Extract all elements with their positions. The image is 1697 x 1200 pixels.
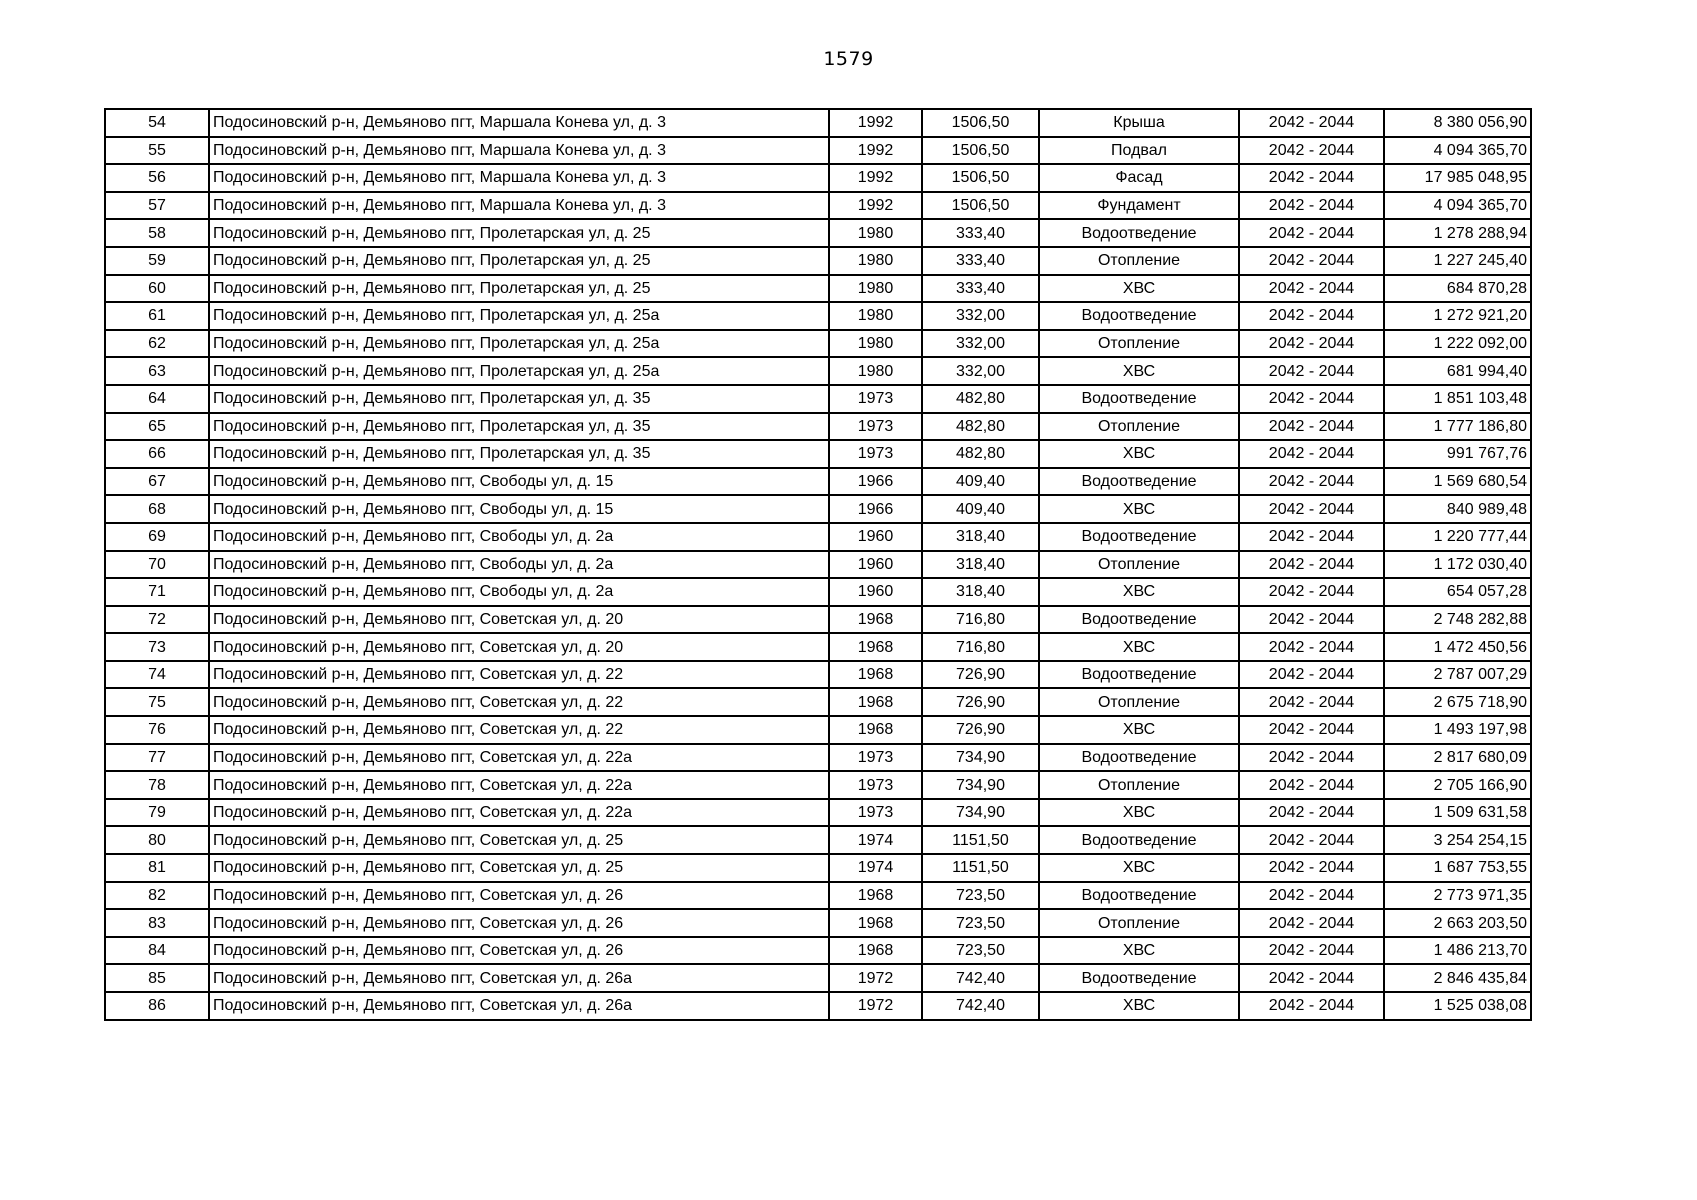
work-type-cell: Водоотведение bbox=[1039, 744, 1239, 772]
period-cell: 2042 - 2044 bbox=[1239, 385, 1384, 413]
build-year-cell: 1980 bbox=[829, 219, 922, 247]
address-cell: Подосиновский р-н, Демьяново пгт, Советская ул, д. 26а bbox=[209, 964, 829, 992]
period-cell: 2042 - 2044 bbox=[1239, 964, 1384, 992]
table-row bbox=[105, 219, 1531, 247]
build-year-cell: 1968 bbox=[829, 661, 922, 689]
cost-cell: 1 493 197,98 bbox=[1384, 716, 1531, 744]
area-cell: 1506,50 bbox=[922, 164, 1039, 192]
address-cell: Подосиновский р-н, Демьяново пгт, Пролетарская ул, д. 25 bbox=[209, 219, 829, 247]
cost-cell: 2 663 203,50 bbox=[1384, 909, 1531, 937]
work-type-cell: Водоотведение bbox=[1039, 468, 1239, 496]
table-row bbox=[105, 633, 1531, 661]
area-cell: 332,00 bbox=[922, 330, 1039, 358]
period-cell: 2042 - 2044 bbox=[1239, 523, 1384, 551]
work-type-cell: Отопление bbox=[1039, 247, 1239, 275]
period-cell: 2042 - 2044 bbox=[1239, 275, 1384, 303]
address-cell: Подосиновский р-н, Демьяново пгт, Маршала Конева ул, д. 3 bbox=[209, 192, 829, 220]
work-type-cell: Водоотведение bbox=[1039, 882, 1239, 910]
build-year-cell: 1972 bbox=[829, 992, 922, 1020]
work-type-cell: Водоотведение bbox=[1039, 964, 1239, 992]
row-number-cell: 56 bbox=[105, 164, 209, 192]
cost-cell: 1 777 186,80 bbox=[1384, 413, 1531, 441]
table-row bbox=[105, 192, 1531, 220]
table-row bbox=[105, 413, 1531, 441]
row-number-cell: 82 bbox=[105, 882, 209, 910]
period-cell: 2042 - 2044 bbox=[1239, 219, 1384, 247]
table-row bbox=[105, 661, 1531, 689]
build-year-cell: 1973 bbox=[829, 799, 922, 827]
address-cell: Подосиновский р-н, Демьяново пгт, Пролетарская ул, д. 35 bbox=[209, 385, 829, 413]
cost-cell: 2 705 166,90 bbox=[1384, 771, 1531, 799]
work-type-cell: Отопление bbox=[1039, 330, 1239, 358]
row-number-cell: 86 bbox=[105, 992, 209, 1020]
address-cell: Подосиновский р-н, Демьяново пгт, Свободы ул, д. 2а bbox=[209, 551, 829, 579]
cost-cell: 1 687 753,55 bbox=[1384, 854, 1531, 882]
period-cell: 2042 - 2044 bbox=[1239, 992, 1384, 1020]
table-row bbox=[105, 137, 1531, 165]
period-cell: 2042 - 2044 bbox=[1239, 192, 1384, 220]
area-cell: 726,90 bbox=[922, 688, 1039, 716]
work-type-cell: ХВС bbox=[1039, 799, 1239, 827]
row-number-cell: 70 bbox=[105, 551, 209, 579]
cost-cell: 1 472 450,56 bbox=[1384, 633, 1531, 661]
row-number-cell: 72 bbox=[105, 606, 209, 634]
work-type-cell: Водоотведение bbox=[1039, 302, 1239, 330]
cost-cell: 1 278 288,94 bbox=[1384, 219, 1531, 247]
table-row bbox=[105, 330, 1531, 358]
address-cell: Подосиновский р-н, Демьяново пгт, Пролетарская ул, д. 25а bbox=[209, 330, 829, 358]
address-cell: Подосиновский р-н, Демьяново пгт, Свободы ул, д. 2а bbox=[209, 578, 829, 606]
build-year-cell: 1980 bbox=[829, 302, 922, 330]
row-number-cell: 54 bbox=[105, 109, 209, 137]
table-row bbox=[105, 854, 1531, 882]
build-year-cell: 1968 bbox=[829, 688, 922, 716]
cost-cell: 4 094 365,70 bbox=[1384, 137, 1531, 165]
work-type-cell: Крыша bbox=[1039, 109, 1239, 137]
address-cell: Подосиновский р-н, Демьяново пгт, Маршала Конева ул, д. 3 bbox=[209, 137, 829, 165]
row-number-cell: 81 bbox=[105, 854, 209, 882]
repair-schedule-table bbox=[104, 108, 1532, 1021]
period-cell: 2042 - 2044 bbox=[1239, 633, 1384, 661]
period-cell: 2042 - 2044 bbox=[1239, 578, 1384, 606]
build-year-cell: 1960 bbox=[829, 551, 922, 579]
address-cell: Подосиновский р-н, Демьяново пгт, Пролетарская ул, д. 25а bbox=[209, 357, 829, 385]
period-cell: 2042 - 2044 bbox=[1239, 551, 1384, 579]
row-number-cell: 67 bbox=[105, 468, 209, 496]
row-number-cell: 64 bbox=[105, 385, 209, 413]
cost-cell: 684 870,28 bbox=[1384, 275, 1531, 303]
period-cell: 2042 - 2044 bbox=[1239, 109, 1384, 137]
area-cell: 1506,50 bbox=[922, 137, 1039, 165]
table-body bbox=[105, 109, 1531, 1020]
table-row bbox=[105, 992, 1531, 1020]
cost-cell: 2 846 435,84 bbox=[1384, 964, 1531, 992]
row-number-cell: 83 bbox=[105, 909, 209, 937]
address-cell: Подосиновский р-н, Демьяново пгт, Маршала Конева ул, д. 3 bbox=[209, 109, 829, 137]
row-number-cell: 60 bbox=[105, 275, 209, 303]
period-cell: 2042 - 2044 bbox=[1239, 440, 1384, 468]
row-number-cell: 57 bbox=[105, 192, 209, 220]
build-year-cell: 1968 bbox=[829, 909, 922, 937]
period-cell: 2042 - 2044 bbox=[1239, 771, 1384, 799]
build-year-cell: 1968 bbox=[829, 633, 922, 661]
row-number-cell: 68 bbox=[105, 495, 209, 523]
address-cell: Подосиновский р-н, Демьяново пгт, Маршала Конева ул, д. 3 bbox=[209, 164, 829, 192]
work-type-cell: ХВС bbox=[1039, 275, 1239, 303]
work-type-cell: Водоотведение bbox=[1039, 219, 1239, 247]
area-cell: 482,80 bbox=[922, 413, 1039, 441]
build-year-cell: 1960 bbox=[829, 523, 922, 551]
build-year-cell: 1968 bbox=[829, 882, 922, 910]
build-year-cell: 1980 bbox=[829, 330, 922, 358]
cost-cell: 654 057,28 bbox=[1384, 578, 1531, 606]
address-cell: Подосиновский р-н, Демьяново пгт, Советская ул, д. 20 bbox=[209, 633, 829, 661]
area-cell: 734,90 bbox=[922, 799, 1039, 827]
build-year-cell: 1980 bbox=[829, 247, 922, 275]
build-year-cell: 1992 bbox=[829, 109, 922, 137]
table-row bbox=[105, 109, 1531, 137]
table-row bbox=[105, 826, 1531, 854]
row-number-cell: 75 bbox=[105, 688, 209, 716]
table-row bbox=[105, 468, 1531, 496]
area-cell: 726,90 bbox=[922, 716, 1039, 744]
cost-cell: 991 767,76 bbox=[1384, 440, 1531, 468]
build-year-cell: 1968 bbox=[829, 937, 922, 965]
table-row bbox=[105, 495, 1531, 523]
area-cell: 332,00 bbox=[922, 357, 1039, 385]
table-row bbox=[105, 716, 1531, 744]
table-row bbox=[105, 606, 1531, 634]
table-row bbox=[105, 937, 1531, 965]
area-cell: 1506,50 bbox=[922, 109, 1039, 137]
area-cell: 333,40 bbox=[922, 247, 1039, 275]
row-number-cell: 69 bbox=[105, 523, 209, 551]
build-year-cell: 1968 bbox=[829, 716, 922, 744]
work-type-cell: Подвал bbox=[1039, 137, 1239, 165]
period-cell: 2042 - 2044 bbox=[1239, 688, 1384, 716]
area-cell: 409,40 bbox=[922, 495, 1039, 523]
row-number-cell: 79 bbox=[105, 799, 209, 827]
build-year-cell: 1992 bbox=[829, 137, 922, 165]
work-type-cell: ХВС bbox=[1039, 854, 1239, 882]
period-cell: 2042 - 2044 bbox=[1239, 826, 1384, 854]
row-number-cell: 55 bbox=[105, 137, 209, 165]
address-cell: Подосиновский р-н, Демьяново пгт, Пролетарская ул, д. 35 bbox=[209, 440, 829, 468]
row-number-cell: 78 bbox=[105, 771, 209, 799]
table-row bbox=[105, 302, 1531, 330]
row-number-cell: 65 bbox=[105, 413, 209, 441]
row-number-cell: 61 bbox=[105, 302, 209, 330]
work-type-cell: Фасад bbox=[1039, 164, 1239, 192]
cost-cell: 1 227 245,40 bbox=[1384, 247, 1531, 275]
address-cell: Подосиновский р-н, Демьяново пгт, Свободы ул, д. 2а bbox=[209, 523, 829, 551]
work-type-cell: Водоотведение bbox=[1039, 826, 1239, 854]
period-cell: 2042 - 2044 bbox=[1239, 744, 1384, 772]
period-cell: 2042 - 2044 bbox=[1239, 882, 1384, 910]
cost-cell: 1 525 038,08 bbox=[1384, 992, 1531, 1020]
build-year-cell: 1974 bbox=[829, 854, 922, 882]
build-year-cell: 1966 bbox=[829, 468, 922, 496]
address-cell: Подосиновский р-н, Демьяново пгт, Свободы ул, д. 15 bbox=[209, 468, 829, 496]
address-cell: Подосиновский р-н, Демьяново пгт, Советская ул, д. 26 bbox=[209, 909, 829, 937]
table-row bbox=[105, 247, 1531, 275]
row-number-cell: 84 bbox=[105, 937, 209, 965]
work-type-cell: Водоотведение bbox=[1039, 606, 1239, 634]
address-cell: Подосиновский р-н, Демьяново пгт, Советская ул, д. 22а bbox=[209, 744, 829, 772]
build-year-cell: 1973 bbox=[829, 744, 922, 772]
build-year-cell: 1968 bbox=[829, 606, 922, 634]
table-row bbox=[105, 799, 1531, 827]
row-number-cell: 71 bbox=[105, 578, 209, 606]
area-cell: 333,40 bbox=[922, 219, 1039, 247]
area-cell: 734,90 bbox=[922, 744, 1039, 772]
address-cell: Подосиновский р-н, Демьяново пгт, Пролетарская ул, д. 25 bbox=[209, 247, 829, 275]
work-type-cell: ХВС bbox=[1039, 495, 1239, 523]
table-row bbox=[105, 164, 1531, 192]
period-cell: 2042 - 2044 bbox=[1239, 247, 1384, 275]
build-year-cell: 1973 bbox=[829, 385, 922, 413]
cost-cell: 4 094 365,70 bbox=[1384, 192, 1531, 220]
period-cell: 2042 - 2044 bbox=[1239, 164, 1384, 192]
work-type-cell: Отопление bbox=[1039, 771, 1239, 799]
page-number: 1579 bbox=[823, 48, 874, 70]
cost-cell: 1 222 092,00 bbox=[1384, 330, 1531, 358]
table-row bbox=[105, 578, 1531, 606]
build-year-cell: 1980 bbox=[829, 275, 922, 303]
address-cell: Подосиновский р-н, Демьяново пгт, Советская ул, д. 26 bbox=[209, 937, 829, 965]
address-cell: Подосиновский р-н, Демьяново пгт, Советская ул, д. 25 bbox=[209, 854, 829, 882]
cost-cell: 2 675 718,90 bbox=[1384, 688, 1531, 716]
cost-cell: 2 748 282,88 bbox=[1384, 606, 1531, 634]
cost-cell: 1 851 103,48 bbox=[1384, 385, 1531, 413]
address-cell: Подосиновский р-н, Демьяново пгт, Советская ул, д. 26 bbox=[209, 882, 829, 910]
cost-cell: 1 486 213,70 bbox=[1384, 937, 1531, 965]
area-cell: 726,90 bbox=[922, 661, 1039, 689]
period-cell: 2042 - 2044 bbox=[1239, 937, 1384, 965]
period-cell: 2042 - 2044 bbox=[1239, 137, 1384, 165]
area-cell: 723,50 bbox=[922, 909, 1039, 937]
work-type-cell: ХВС bbox=[1039, 716, 1239, 744]
cost-cell: 3 254 254,15 bbox=[1384, 826, 1531, 854]
row-number-cell: 63 bbox=[105, 357, 209, 385]
table-row bbox=[105, 882, 1531, 910]
cost-cell: 8 380 056,90 bbox=[1384, 109, 1531, 137]
area-cell: 1506,50 bbox=[922, 192, 1039, 220]
cost-cell: 1 569 680,54 bbox=[1384, 468, 1531, 496]
work-type-cell: Водоотведение bbox=[1039, 661, 1239, 689]
cost-cell: 2 773 971,35 bbox=[1384, 882, 1531, 910]
area-cell: 1151,50 bbox=[922, 854, 1039, 882]
table-row bbox=[105, 523, 1531, 551]
row-number-cell: 76 bbox=[105, 716, 209, 744]
area-cell: 318,40 bbox=[922, 551, 1039, 579]
area-cell: 716,80 bbox=[922, 606, 1039, 634]
area-cell: 742,40 bbox=[922, 964, 1039, 992]
area-cell: 1151,50 bbox=[922, 826, 1039, 854]
cost-cell: 1 172 030,40 bbox=[1384, 551, 1531, 579]
table-row bbox=[105, 771, 1531, 799]
build-year-cell: 1974 bbox=[829, 826, 922, 854]
area-cell: 482,80 bbox=[922, 385, 1039, 413]
table-row bbox=[105, 551, 1531, 579]
address-cell: Подосиновский р-н, Демьяново пгт, Пролетарская ул, д. 35 bbox=[209, 413, 829, 441]
row-number-cell: 59 bbox=[105, 247, 209, 275]
row-number-cell: 77 bbox=[105, 744, 209, 772]
row-number-cell: 58 bbox=[105, 219, 209, 247]
cost-cell: 2 787 007,29 bbox=[1384, 661, 1531, 689]
row-number-cell: 80 bbox=[105, 826, 209, 854]
address-cell: Подосиновский р-н, Демьяново пгт, Советская ул, д. 22а bbox=[209, 799, 829, 827]
period-cell: 2042 - 2044 bbox=[1239, 661, 1384, 689]
cost-cell: 1 272 921,20 bbox=[1384, 302, 1531, 330]
period-cell: 2042 - 2044 bbox=[1239, 302, 1384, 330]
work-type-cell: Отопление bbox=[1039, 413, 1239, 441]
period-cell: 2042 - 2044 bbox=[1239, 909, 1384, 937]
cost-cell: 17 985 048,95 bbox=[1384, 164, 1531, 192]
period-cell: 2042 - 2044 bbox=[1239, 854, 1384, 882]
work-type-cell: ХВС bbox=[1039, 440, 1239, 468]
area-cell: 318,40 bbox=[922, 578, 1039, 606]
table-row bbox=[105, 385, 1531, 413]
build-year-cell: 1973 bbox=[829, 771, 922, 799]
work-type-cell: Отопление bbox=[1039, 688, 1239, 716]
build-year-cell: 1992 bbox=[829, 192, 922, 220]
build-year-cell: 1973 bbox=[829, 440, 922, 468]
area-cell: 409,40 bbox=[922, 468, 1039, 496]
cost-cell: 1 509 631,58 bbox=[1384, 799, 1531, 827]
period-cell: 2042 - 2044 bbox=[1239, 413, 1384, 441]
address-cell: Подосиновский р-н, Демьяново пгт, Советская ул, д. 22 bbox=[209, 688, 829, 716]
work-type-cell: Водоотведение bbox=[1039, 385, 1239, 413]
build-year-cell: 1973 bbox=[829, 413, 922, 441]
table-row bbox=[105, 275, 1531, 303]
area-cell: 742,40 bbox=[922, 992, 1039, 1020]
cost-cell: 1 220 777,44 bbox=[1384, 523, 1531, 551]
address-cell: Подосиновский р-н, Демьяново пгт, Свободы ул, д. 15 bbox=[209, 495, 829, 523]
cost-cell: 681 994,40 bbox=[1384, 357, 1531, 385]
build-year-cell: 1960 bbox=[829, 578, 922, 606]
work-type-cell: Водоотведение bbox=[1039, 523, 1239, 551]
area-cell: 332,00 bbox=[922, 302, 1039, 330]
cost-cell: 2 817 680,09 bbox=[1384, 744, 1531, 772]
cost-cell: 840 989,48 bbox=[1384, 495, 1531, 523]
table-row bbox=[105, 357, 1531, 385]
area-cell: 318,40 bbox=[922, 523, 1039, 551]
address-cell: Подосиновский р-н, Демьяново пгт, Пролетарская ул, д. 25а bbox=[209, 302, 829, 330]
area-cell: 482,80 bbox=[922, 440, 1039, 468]
row-number-cell: 62 bbox=[105, 330, 209, 358]
period-cell: 2042 - 2044 bbox=[1239, 495, 1384, 523]
period-cell: 2042 - 2044 bbox=[1239, 330, 1384, 358]
row-number-cell: 74 bbox=[105, 661, 209, 689]
row-number-cell: 73 bbox=[105, 633, 209, 661]
build-year-cell: 1972 bbox=[829, 964, 922, 992]
address-cell: Подосиновский р-н, Демьяново пгт, Советская ул, д. 22 bbox=[209, 661, 829, 689]
work-type-cell: ХВС bbox=[1039, 937, 1239, 965]
table-row bbox=[105, 440, 1531, 468]
row-number-cell: 85 bbox=[105, 964, 209, 992]
area-cell: 333,40 bbox=[922, 275, 1039, 303]
build-year-cell: 1992 bbox=[829, 164, 922, 192]
work-type-cell: ХВС bbox=[1039, 357, 1239, 385]
address-cell: Подосиновский р-н, Демьяново пгт, Советская ул, д. 26а bbox=[209, 992, 829, 1020]
work-type-cell: Отопление bbox=[1039, 909, 1239, 937]
work-type-cell: ХВС bbox=[1039, 633, 1239, 661]
work-type-cell: Фундамент bbox=[1039, 192, 1239, 220]
period-cell: 2042 - 2044 bbox=[1239, 357, 1384, 385]
table-row bbox=[105, 909, 1531, 937]
table-row bbox=[105, 964, 1531, 992]
period-cell: 2042 - 2044 bbox=[1239, 468, 1384, 496]
row-number-cell: 66 bbox=[105, 440, 209, 468]
period-cell: 2042 - 2044 bbox=[1239, 799, 1384, 827]
area-cell: 723,50 bbox=[922, 882, 1039, 910]
work-type-cell: ХВС bbox=[1039, 578, 1239, 606]
area-cell: 734,90 bbox=[922, 771, 1039, 799]
table-row bbox=[105, 688, 1531, 716]
address-cell: Подосиновский р-н, Демьяново пгт, Советская ул, д. 22а bbox=[209, 771, 829, 799]
address-cell: Подосиновский р-н, Демьяново пгт, Советская ул, д. 25 bbox=[209, 826, 829, 854]
work-type-cell: ХВС bbox=[1039, 992, 1239, 1020]
work-type-cell: Отопление bbox=[1039, 551, 1239, 579]
period-cell: 2042 - 2044 bbox=[1239, 606, 1384, 634]
address-cell: Подосиновский р-н, Демьяново пгт, Советская ул, д. 20 bbox=[209, 606, 829, 634]
table-row bbox=[105, 744, 1531, 772]
period-cell: 2042 - 2044 bbox=[1239, 716, 1384, 744]
area-cell: 716,80 bbox=[922, 633, 1039, 661]
address-cell: Подосиновский р-н, Демьяново пгт, Пролетарская ул, д. 25 bbox=[209, 275, 829, 303]
address-cell: Подосиновский р-н, Демьяново пгт, Советская ул, д. 22 bbox=[209, 716, 829, 744]
build-year-cell: 1966 bbox=[829, 495, 922, 523]
build-year-cell: 1980 bbox=[829, 357, 922, 385]
area-cell: 723,50 bbox=[922, 937, 1039, 965]
